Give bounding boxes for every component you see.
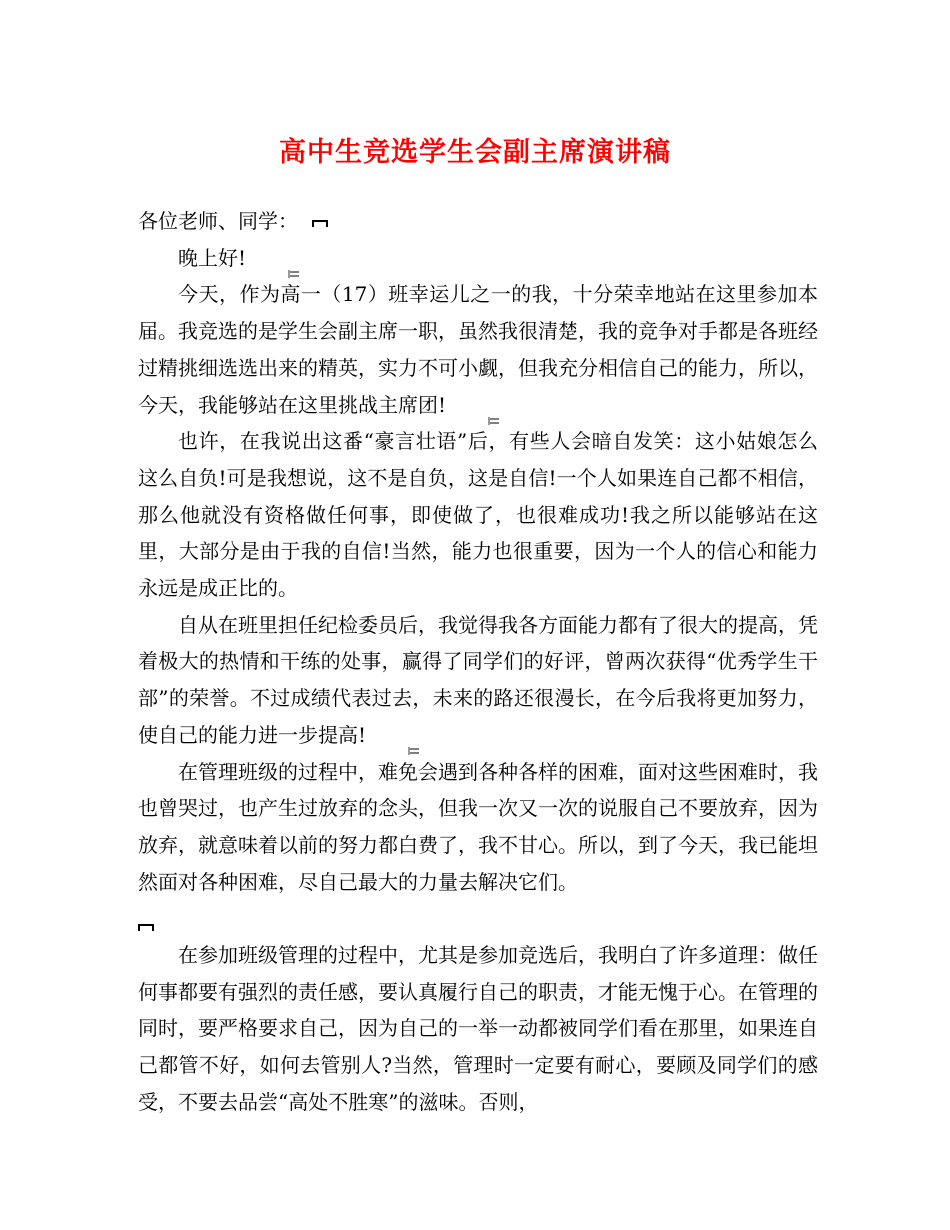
salutation-line: [138, 203, 818, 240]
paragraph-mark-icon: [248, 254, 260, 264]
paragraph-text: 在管理班级的过程中，难免会遇到各种各样的困难，面对这些困难时，我也曾哭过，也产生过放弃的念头，但我一次又一次的说服自己不要放弃，因为放弃，就意味着以前的努力都白费了，我不甘心。所以，到了今天，我已能坦然面对各种困难，尽自己最大的力量去解决它们。: [138, 759, 818, 894]
paragraph: [138, 276, 818, 423]
paragraph-text: 在参加班级管理的过程中，尤其是参加竞选后，我明白了许多道理：做任何事都要有强烈的责任感，要认真履行自己的职责，才能无愧于心。在管理的同时，要严格要求自己，因为自己的一举一动都被同学们看在那里，如果连自己都管不好，如何去管别人?当然，管理时一定要有耐心，要顾及同学们的感受，不要去品尝“高处不胜寒”的滋味。否则，: [138, 943, 818, 1114]
document-body: [138, 203, 818, 1121]
paragraph-mark-icon: [368, 731, 380, 741]
bracket-mark-icon: [138, 922, 154, 932]
paragraph-mark-icon: [448, 401, 460, 411]
bracket-mark-line: [138, 900, 818, 937]
paragraph-text: 晚上好!: [178, 245, 247, 270]
paragraph: [138, 240, 818, 277]
salutation: 各位老师、同学：: [138, 209, 298, 233]
paragraph-text: 也许，在我说出这番“豪言壮语”后，有些人会暗自发笑：这小姑娘怎么这么自负!可是我想说，这不是自负，这是自信!一个人如果连自己都不相信，那么他就没有资格做任何事，即使做了，也很难成功!我之所以能够站在这里，大部分是由于我的自信!当然，能力也很重要，因为一个人的信心和能力永远是成正比的。: [138, 429, 818, 601]
paragraph: [138, 423, 818, 607]
paragraph: [138, 937, 818, 1121]
paragraph-text: 今天，作为高一（17）班幸运儿之一的我，十分荣幸地站在这里参加本届。我竞选的是学生会副主席一职，虽然我很清楚，我的竞争对手都是各班经过精挑细选选出来的精英，实力不可小觑，但我充分相信自己的能力，所以，今天，我能够站在这里挑战主席团!: [138, 282, 818, 417]
paragraph: [138, 754, 818, 901]
paragraph: [138, 607, 818, 754]
bracket-mark-icon: [312, 218, 328, 228]
document-title: 高中生竞选学生会副主席演讲稿: [279, 137, 671, 168]
paragraph-text: 自从在班里担任纪检委员后，我觉得我各方面能力都有了很大的提高，凭着极大的热情和干练的处事，赢得了同学们的好评，曾两次获得“优秀学生干部”的荣誉。不过成绩代表过去，未来的路还很漫长，在今后我将更加努力，使自己的能力进一步提高!: [138, 612, 818, 747]
